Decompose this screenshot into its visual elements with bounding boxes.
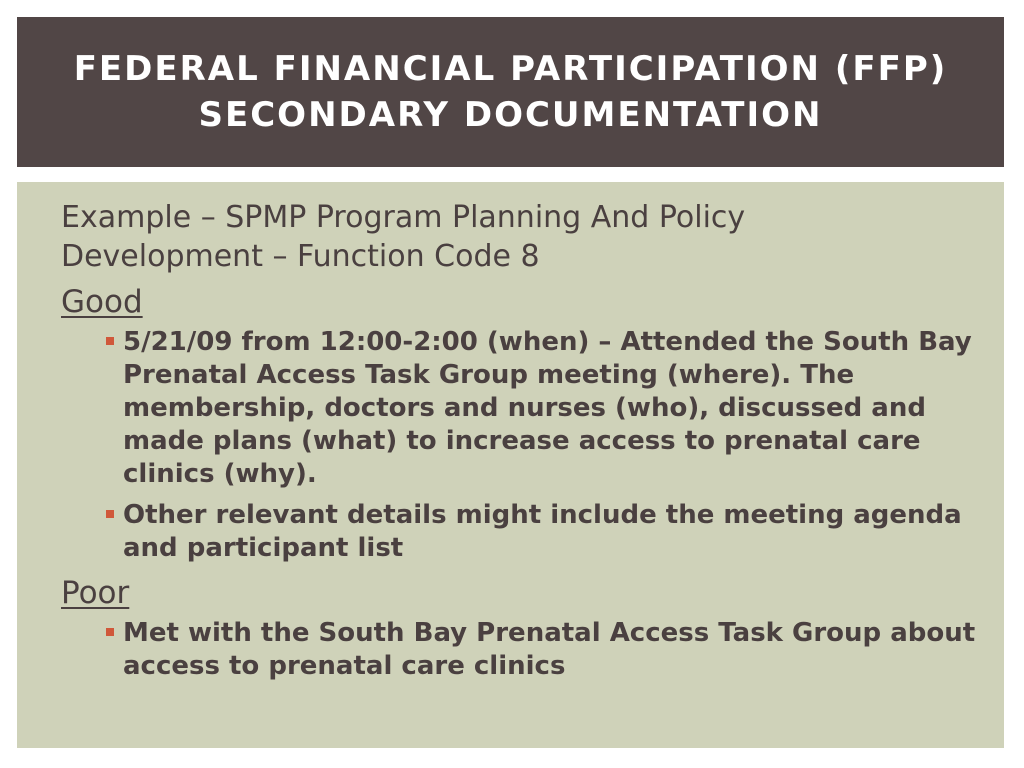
good-list-item <box>61 499 981 565</box>
good-list <box>61 326 981 565</box>
poor-item-text: Met with the South Bay Prenatal Access Task Group about access to prenatal care clinics <box>123 618 976 681</box>
poor-heading: Poor <box>61 575 130 611</box>
slide-title-line-2: SECONDARY DOCUMENTATION <box>198 95 823 135</box>
content-panel <box>17 182 1004 748</box>
good-item-text: 5/21/09 from 12:00-2:00 (when) – Attended the South Bay Prenatal Access Task Group meeting (where). The membership, doctors and nurses (who), discussed and made plans (what) to increase access to prenatal care clinics (why). <box>123 327 972 489</box>
slide-title-line-1: FEDERAL FINANCIAL PARTICIPATION (FFP) <box>73 49 948 89</box>
intro-line-2: Development – Function Code 8 <box>61 239 540 274</box>
good-list-item <box>61 326 981 491</box>
poor-list <box>61 617 981 683</box>
square-bullet-icon <box>106 337 114 345</box>
poor-list-item <box>61 617 981 683</box>
content-body <box>61 198 981 691</box>
good-item-text: Other relevant details might include the meeting agenda and participant list <box>123 500 962 563</box>
square-bullet-icon <box>106 510 114 518</box>
good-heading: Good <box>61 284 143 320</box>
intro-line-1: Example – SPMP Program Planning And Policy <box>61 200 746 235</box>
intro-text <box>61 198 981 276</box>
title-bar <box>17 17 1004 167</box>
square-bullet-icon <box>106 628 114 636</box>
